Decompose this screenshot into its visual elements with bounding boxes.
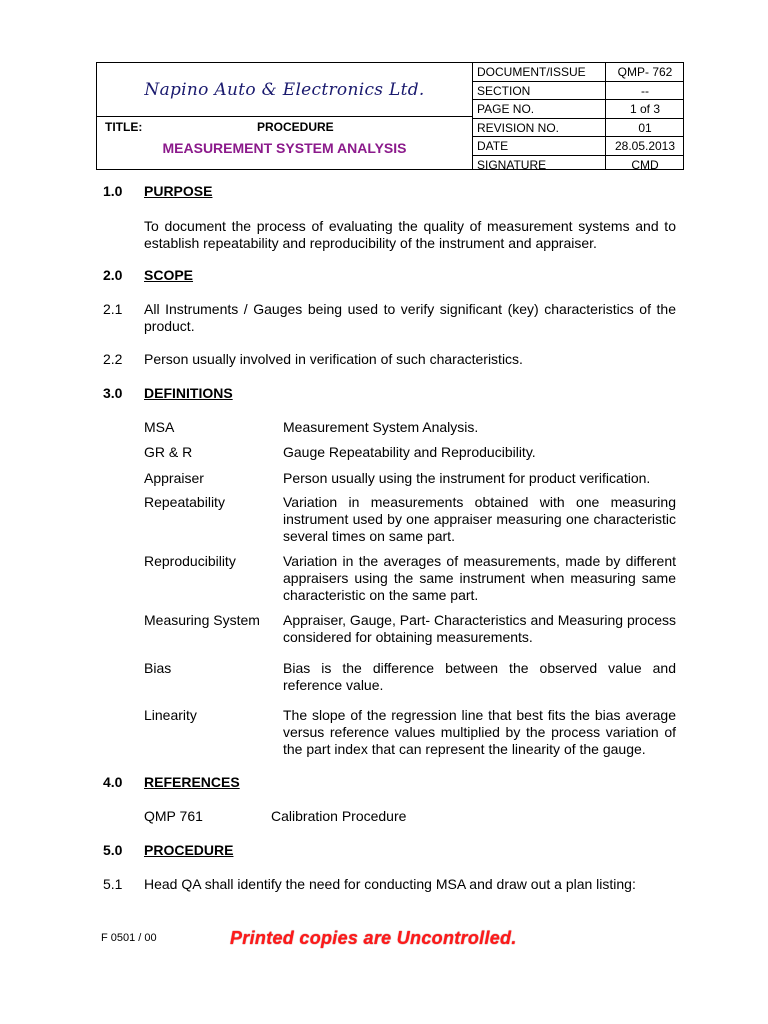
scope-item-number: 2.2 <box>103 351 123 367</box>
section-number-definitions: 3.0 <box>103 385 123 401</box>
uncontrolled-copy-stamp: Printed copies are Uncontrolled. <box>230 928 517 948</box>
document-header-table <box>96 62 684 170</box>
info-key: SECTION <box>477 83 531 98</box>
purpose-text: To document the process of evaluating the quality of measurement systems and to establish repeatability and reproducibility of the instrument and appraiser. <box>144 218 676 251</box>
definition-text: Variation in measurements obtained with one measuring instrument used by one appraiser measuring one characteristic several times on same part. <box>283 494 676 544</box>
company-name: Napino Auto & Electronics Ltd. <box>97 63 472 117</box>
info-key: DOCUMENT/ISSUE <box>477 65 586 79</box>
definition-term: Reproducibility <box>144 553 236 569</box>
scope-item-number: 2.1 <box>103 301 123 317</box>
definition-term: Repeatability <box>144 494 225 510</box>
definition-term: MSA <box>144 419 175 435</box>
info-value: CMD <box>631 157 659 172</box>
info-row-revision <box>473 119 683 138</box>
header-left-panel <box>97 63 473 169</box>
document-info-grid <box>473 63 683 174</box>
info-row-signature <box>473 156 683 174</box>
definition-term: GR & R <box>144 444 193 460</box>
procedure-label: PROCEDURE <box>257 120 334 134</box>
definition-term: Bias <box>144 660 172 676</box>
section-title-purpose: PURPOSE <box>144 183 213 199</box>
title-row <box>97 116 472 169</box>
scope-item-text: Person usually involved in verification of such characteristics. <box>144 351 523 367</box>
definition-term: Measuring System <box>144 612 260 628</box>
procedure-item-number: 5.1 <box>103 876 123 892</box>
reference-description: Calibration Procedure <box>271 808 407 824</box>
section-number-references: 4.0 <box>103 774 123 790</box>
definition-text: Variation in the averages of measurements, made by different appraisers using the same instrument when measuring same characteristic on the same part. <box>283 553 676 603</box>
info-row-document-issue <box>473 63 683 82</box>
section-title-procedure: PROCEDURE <box>144 842 234 858</box>
info-key: REVISION NO. <box>477 120 560 135</box>
info-value: -- <box>641 83 649 98</box>
section-title-references: REFERENCES <box>144 774 240 790</box>
info-row-page-no <box>473 100 683 119</box>
info-value: 28.05.2013 <box>614 139 676 154</box>
info-value: 01 <box>638 120 652 135</box>
section-title-scope: SCOPE <box>144 267 194 283</box>
definition-text: Measurement System Analysis. <box>283 419 479 435</box>
info-value: 1 of 3 <box>629 102 661 117</box>
reference-code: QMP 761 <box>144 808 203 824</box>
procedure-item-text: Head QA shall identify the need for conducting MSA and draw out a plan listing: <box>144 876 636 892</box>
definition-text: Bias is the difference between the observed value and reference value. <box>283 660 676 693</box>
info-row-section <box>473 82 683 101</box>
definition-text: The slope of the regression line that best fits the bias average versus reference values multiplied by the process variation of the part index that can represent the linearity of the gauge. <box>283 707 676 757</box>
info-value: QMP- 762 <box>617 65 673 79</box>
title-label: TITLE: <box>105 120 143 134</box>
section-title-definitions: DEFINITIONS <box>144 385 233 401</box>
info-key: SIGNATURE <box>477 157 547 172</box>
definition-term: Appraiser <box>144 470 204 486</box>
definition-term: Linearity <box>144 707 197 723</box>
definition-text: Gauge Repeatability and Reproducibility. <box>283 444 536 460</box>
info-key: DATE <box>477 139 509 154</box>
definition-text: Person usually using the instrument for product verification. <box>283 470 651 486</box>
definition-text: Appraiser, Gauge, Part- Characteristics and Measuring process considered for obtaining measurements. <box>283 612 676 645</box>
info-row-date <box>473 137 683 156</box>
info-key: PAGE NO. <box>477 102 535 117</box>
scope-item-text: All Instruments / Gauges being used to verify significant (key) characteristics of the product. <box>144 301 676 334</box>
form-code: F 0501 / 00 <box>101 932 157 944</box>
section-number-procedure: 5.0 <box>103 842 123 858</box>
section-number-scope: 2.0 <box>103 267 123 283</box>
section-number-purpose: 1.0 <box>103 183 123 199</box>
document-title: MEASUREMENT SYSTEM ANALYSIS <box>162 140 407 156</box>
